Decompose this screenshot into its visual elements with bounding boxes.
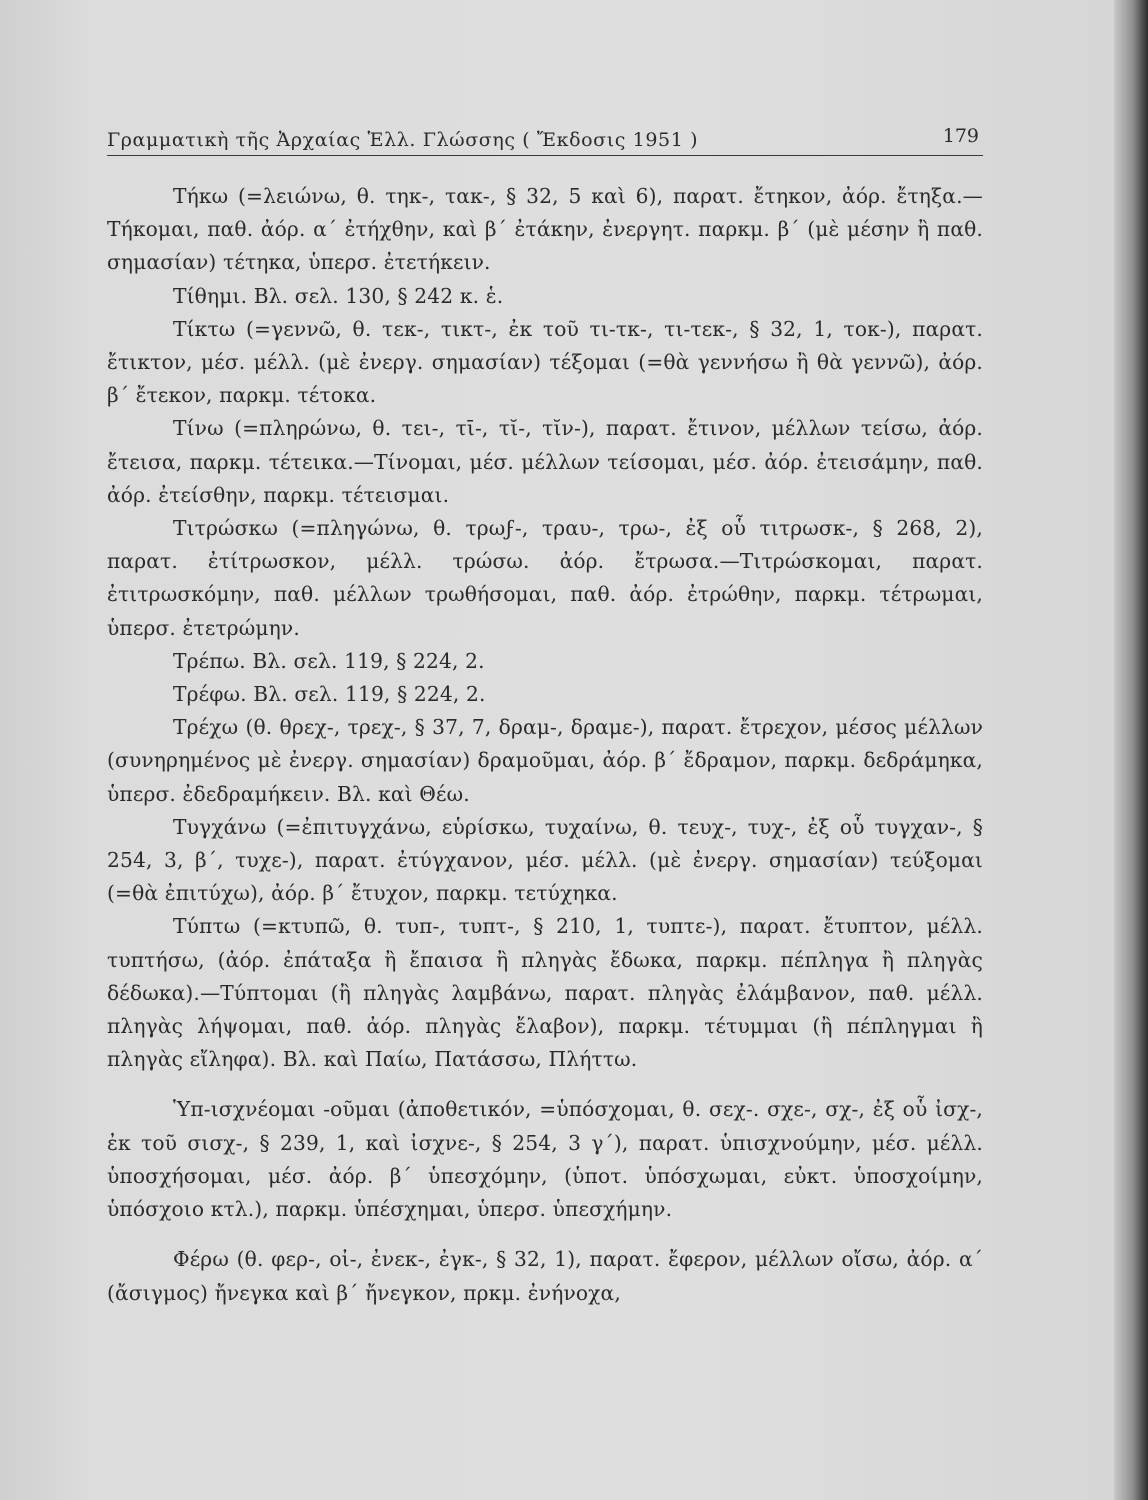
running-header	[107, 115, 983, 156]
entry-trepho: Τρέφω. Βλ. σελ. 119, § 224, 2.	[173, 682, 486, 707]
page-number: 179	[942, 125, 979, 147]
page-body	[107, 180, 983, 1310]
entry-hypischneomai: Ὑπ-ισχνέομαι -οῦμαι (ἀποθετικόν, =ὑπόσχομαι, θ. σεχ-. σχε-, σχ-, ἐξ οὗ ἰσχ-, ἐκ τοῦ σισχ-, § 239, 1, καὶ ἰσχνε-, § 254, 3 γ΄), παρατ. ὑπισχνούμην, μέσ. μέλλ. ὑποσχήσομαι, μέσ. ἀόρ. β΄ ὑπεσχόμην, (ὑποτ. ὑπόσχωμαι, εὐκτ. ὑποσχοίμην, ὑπόσχοιο κτλ.), παρκμ. ὑπέσχημαι, ὑπερσ. ὑπεσχήμην.	[107, 1097, 983, 1222]
entry-tino: Τίνω (=πληρώνω, θ. τει-, τῑ-, τῐ-, τῐν-), παρατ. ἔτινον, μέλλων τείσω, ἀόρ. ἔτεισα, παρκμ. τέτεικα.—Τίνομαι, μέσ. μέλλων τείσομαι, μέσ. ἀόρ. ἐτεισάμην, παθ. ἀόρ. ἐτείσθην, παρκμ. τέτεισμαι.	[107, 416, 983, 507]
page-edge-shadow	[1114, 0, 1148, 1500]
entry-titrosko: Τιτρώσκω (=πληγώνω, θ. τρωϝ-, τραυ-, τρω-, ἐξ οὗ τιτρωσκ-, § 268, 2), παρατ. ἐτίτρωσκον, μέλλ. τρώσω. ἀόρ. ἔτρωσα.—Τιτρώσκομαι, παρατ. ἐτιτρωσκόμην, παθ. μέλλων τρωθήσομαι, παθ. ἀόρ. ἐτρώθην, παρκμ. τέτρωμαι, ὑπερσ. ἐτετρώμην.	[107, 516, 983, 640]
entry-tiko: Τήκω (=λειώνω, θ. τηκ-, τακ-, § 32, 5 καὶ 6), παρατ. ἔτηκον, ἀόρ. ἔτηξα.—Τήκομαι, παθ. ἀόρ. α΄ ἐτήχθην, καὶ β΄ ἐτάκην, ἐνεργητ. παρκμ. β΄ (μὲ μέσην ἢ παθ. σημασίαν) τέτηκα, ὑπερσ. ἐτετήκειν.	[107, 184, 983, 275]
entry-tikto: Τίκτω (=γεννῶ, θ. τεκ-, τικτ-, ἐκ τοῦ τι-τκ-, τι-τεκ-, § 32, 1, τοκ-), παρατ. ἔτικτον, μέσ. μέλλ. (μὲ ἐνεργ. σημασίαν) τέξομαι (=θὰ γεννήσω ἢ θὰ γεννῶ), ἀόρ. β΄ ἔτεκον, παρκμ. τέτοκα.	[107, 316, 983, 408]
header-title: Γραμματικὴ τῆς Ἀρχαίας Ἑλλ. Γλώσσης ( Ἔκδοσις 1951 )	[107, 129, 699, 151]
entry-phero: Φέρω (θ. φερ-, οἰ-, ἐνεκ-, ἐγκ-, § 32, 1), παρατ. ἔφερον, μέλλων οἴσω, ἀόρ. α΄ (ἄσιγμος) ἤνεγκα καὶ β΄ ἤνεγκον, πρκμ. ἐνήνοχα,	[107, 1247, 983, 1305]
entry-trecho: Τρέχω (θ. θρεχ-, τρεχ-, § 37, 7, δραμ-, δραμε-), παρατ. ἔτρεχον, μέσος μέλλων (συνηρημένος μὲ ἐνεργ. σημασίαν) δραμοῦμαι, ἀόρ. β΄ ἔδραμον, παρκμ. δεδράμηκα, ὑπερσ. ἐδεδραμήκειν. Βλ. καὶ Θέω.	[107, 715, 983, 806]
entry-tithemi: Τίθημι. Βλ. σελ. 130, § 242 κ. ἑ.	[173, 283, 504, 308]
entry-tynchano: Τυγχάνω (=ἐπιτυγχάνω, εὑρίσκω, τυχαίνω, θ. τευχ-, τυχ-, ἐξ οὗ τυγχαν-, § 254, 3, β΄, τυχε-), παρατ. ἐτύγχανον, μέσ. μέλλ. (μὲ ἐνεργ. σημασίαν) τεύξομαι (=θὰ ἐπιτύχω), ἀόρ. β΄ ἔτυχον, παρκμ. τετύχηκα.	[107, 814, 983, 906]
entry-typto: Τύπτω (=κτυπῶ, θ. τυπ-, τυπτ-, § 210, 1, τυπτε-), παρατ. ἔτυπτον, μέλλ. τυπτήσω, (ἀόρ. ἐπάταξα ἢ ἔπαισα ἢ πληγὰς ἔδωκα, παρκμ. πέπληγα ἢ πληγὰς δέδωκα).—Τύπτομαι (ἢ πληγὰς λαμβάνω, παρατ. πληγὰς ἐλάμβανον, παθ. μέλλ. πληγὰς λήψομαι, παθ. ἀόρ. πληγὰς ἔλαβον), παρκμ. τέτυμμαι (ἢ πέπληγμαι ἢ πληγὰς εἴληφα). Βλ. καὶ Παίω, Πατάσσω, Πλήττω.	[107, 914, 983, 1072]
entry-trepo: Τρέπω. Βλ. σελ. 119, § 224, 2.	[173, 648, 485, 673]
